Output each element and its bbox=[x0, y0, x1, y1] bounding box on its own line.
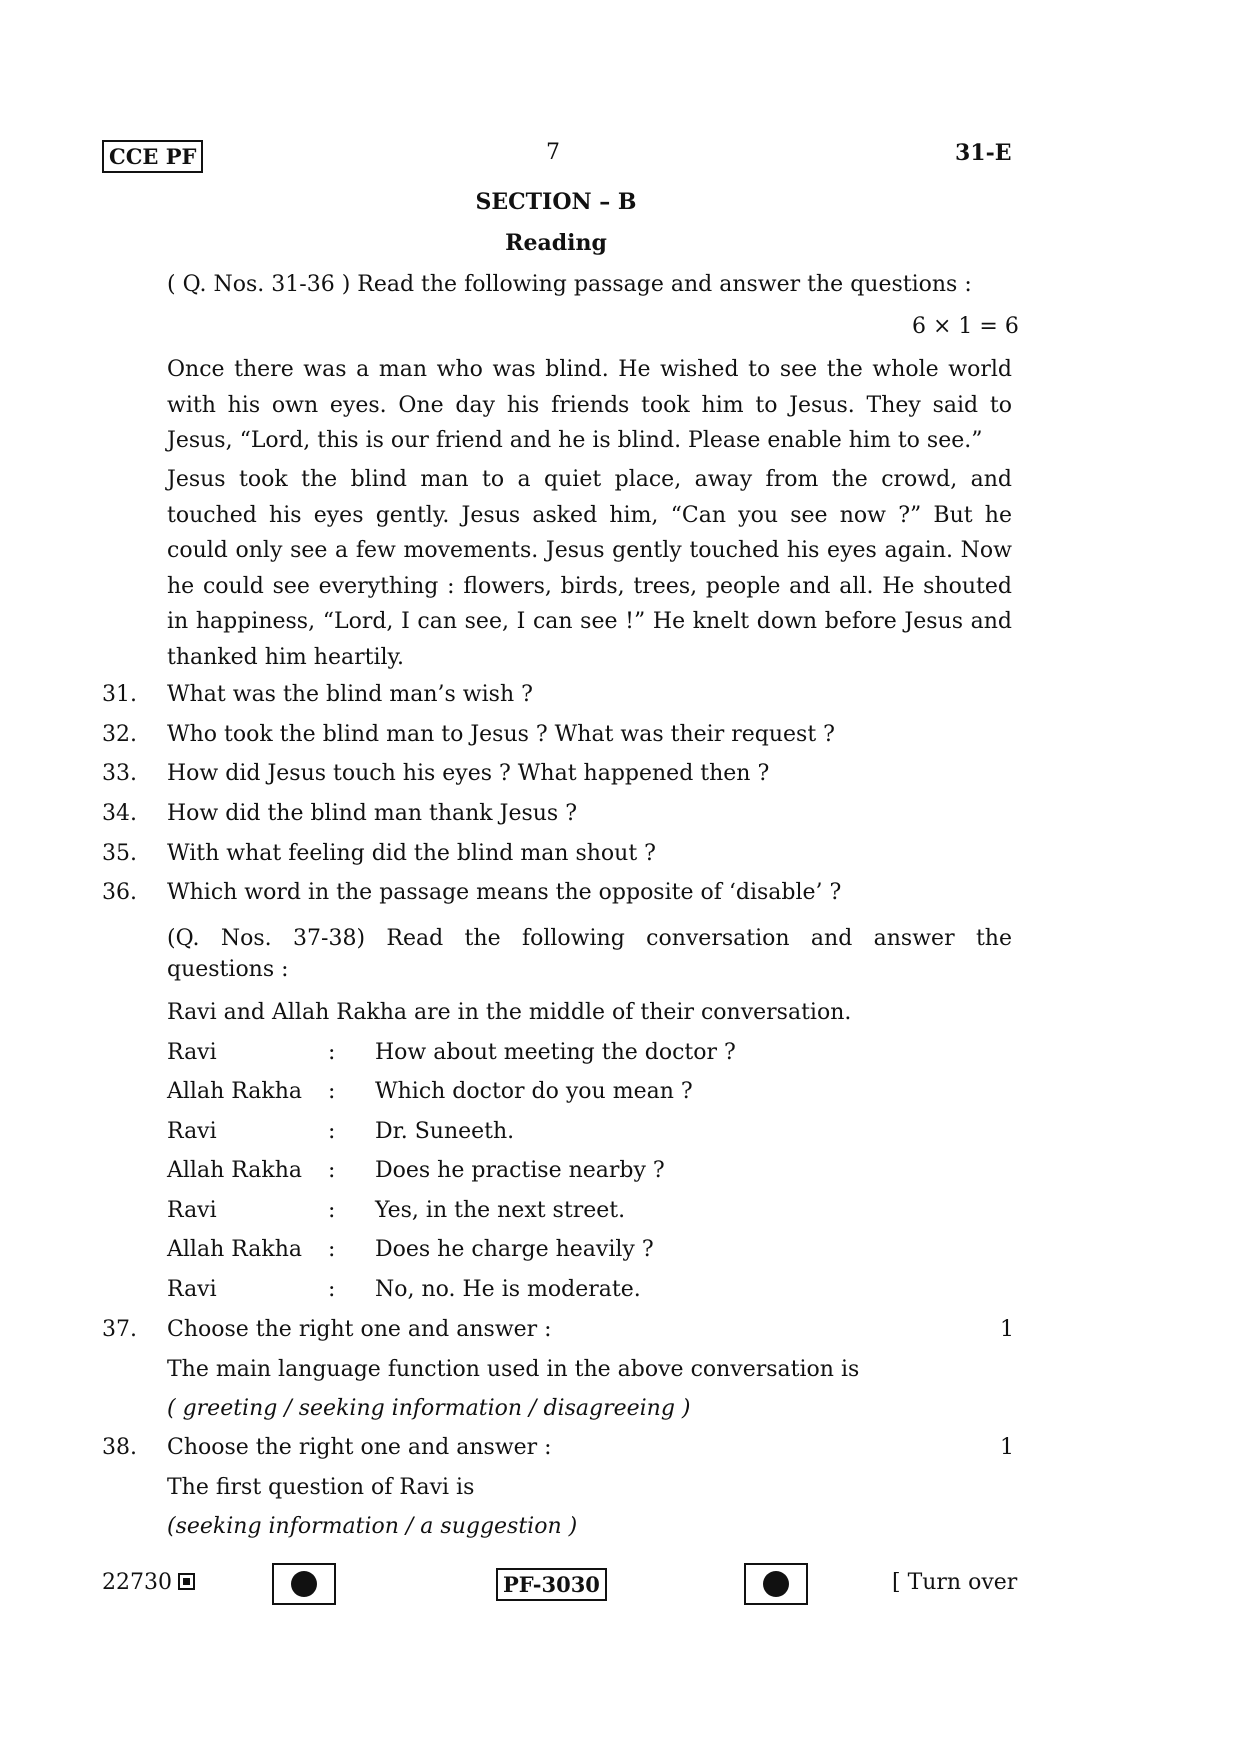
speaker-separator: : bbox=[328, 1119, 336, 1144]
header-right-code: 31-E bbox=[955, 140, 1012, 166]
question-text: What was the blind man’s wish ? bbox=[167, 682, 533, 707]
speaker-name: Ravi bbox=[167, 1277, 217, 1302]
speaker-separator: : bbox=[328, 1277, 336, 1302]
footer-center-code: PF-3030 bbox=[496, 1568, 607, 1601]
question-text: How did Jesus touch his eyes ? What happened then ? bbox=[167, 761, 770, 786]
page-number: 7 bbox=[546, 140, 560, 165]
conversation-intro: Ravi and Allah Rakha are in the middle of their conversation. bbox=[167, 1000, 852, 1025]
dialogue-text: Yes, in the next street. bbox=[375, 1198, 626, 1223]
question-text: Choose the right one and answer : bbox=[167, 1435, 552, 1460]
speaker-separator: : bbox=[328, 1198, 336, 1223]
filled-circle-icon bbox=[763, 1571, 789, 1597]
question-number: 33. bbox=[102, 761, 137, 786]
dialogue-text: Which doctor do you mean ? bbox=[375, 1079, 693, 1104]
question-number: 35. bbox=[102, 841, 137, 866]
question-statement: The first question of Ravi is bbox=[167, 1475, 475, 1500]
reading-marks: 6 × 1 = 6 bbox=[912, 314, 1019, 339]
turn-over-label: [ Turn over bbox=[892, 1570, 1018, 1595]
dialogue-text: No, no. He is moderate. bbox=[375, 1277, 641, 1302]
question-statement: The main language function used in the above conversation is bbox=[167, 1357, 860, 1382]
question-options: (seeking information / a suggestion ) bbox=[167, 1514, 578, 1539]
question-text: Which word in the passage means the opposite of ‘disable’ ? bbox=[167, 880, 842, 905]
question-text: Who took the blind man to Jesus ? What was their request ? bbox=[167, 722, 835, 747]
speaker-separator: : bbox=[328, 1158, 336, 1183]
dialogue-text: Dr. Suneeth. bbox=[375, 1119, 515, 1144]
header-left-code: CCE PF bbox=[102, 140, 203, 173]
dialogue-text: Does he practise nearby ? bbox=[375, 1158, 665, 1183]
section-title: SECTION – B bbox=[475, 189, 637, 215]
filled-circle-box bbox=[744, 1563, 808, 1605]
question-number: 34. bbox=[102, 801, 137, 826]
speaker-name: Ravi bbox=[167, 1040, 217, 1065]
speaker-separator: : bbox=[328, 1040, 336, 1065]
passage-paragraph-2: Jesus took the blind man to a quiet place, away from the crowd, and touched his eyes gently. Jesus asked him, “Can you see now ?” But he could only see a few movements. Jesus gently touched his eyes again. Now he could see everything : flowers, birds, trees, people and all. He shouted in happiness, “Lord, I can see, I can see !” He knelt down before Jesus and thanked him heartily. bbox=[167, 467, 1012, 670]
conversation-instruction-line1: (Q. Nos. 37-38) Read the following conversation and answer the bbox=[167, 926, 1012, 951]
question-number: 32. bbox=[102, 722, 137, 747]
bullet-box-icon bbox=[178, 1573, 195, 1590]
speaker-name: Allah Rakha bbox=[167, 1079, 303, 1104]
speaker-name: Ravi bbox=[167, 1198, 217, 1223]
conversation-instruction-line2: questions : bbox=[167, 957, 289, 982]
question-options: ( greeting / seeking information / disagreeing ) bbox=[167, 1396, 691, 1421]
footer-code bbox=[102, 1570, 195, 1595]
dialogue-text: How about meeting the doctor ? bbox=[375, 1040, 736, 1065]
dialogue-text: Does he charge heavily ? bbox=[375, 1237, 654, 1262]
question-text: How did the blind man thank Jesus ? bbox=[167, 801, 578, 826]
question-mark: 1 bbox=[1000, 1435, 1014, 1460]
speaker-name: Allah Rakha bbox=[167, 1237, 303, 1262]
reading-instruction: ( Q. Nos. 31-36 ) Read the following passage and answer the questions : bbox=[167, 272, 972, 297]
question-number: 31. bbox=[102, 682, 137, 707]
question-text: With what feeling did the blind man shout ? bbox=[167, 841, 656, 866]
speaker-separator: : bbox=[328, 1237, 336, 1262]
speaker-name: Ravi bbox=[167, 1119, 217, 1144]
question-mark: 1 bbox=[1000, 1317, 1014, 1342]
filled-circle-box bbox=[272, 1563, 336, 1605]
question-text: Choose the right one and answer : bbox=[167, 1317, 552, 1342]
footer-code-text: 22730 bbox=[102, 1570, 172, 1595]
question-number: 38. bbox=[102, 1435, 137, 1460]
question-number: 37. bbox=[102, 1317, 137, 1342]
speaker-name: Allah Rakha bbox=[167, 1158, 303, 1183]
passage-paragraph-1: Once there was a man who was blind. He wished to see the whole world with his own eyes. One day his friends took him to Jesus. They said to Jesus, “Lord, this is our friend and he is blind. Please enable him to see.” bbox=[167, 357, 1012, 453]
speaker-separator: : bbox=[328, 1079, 336, 1104]
section-subtitle: Reading bbox=[505, 230, 607, 256]
question-number: 36. bbox=[102, 880, 137, 905]
filled-circle-icon bbox=[291, 1571, 317, 1597]
